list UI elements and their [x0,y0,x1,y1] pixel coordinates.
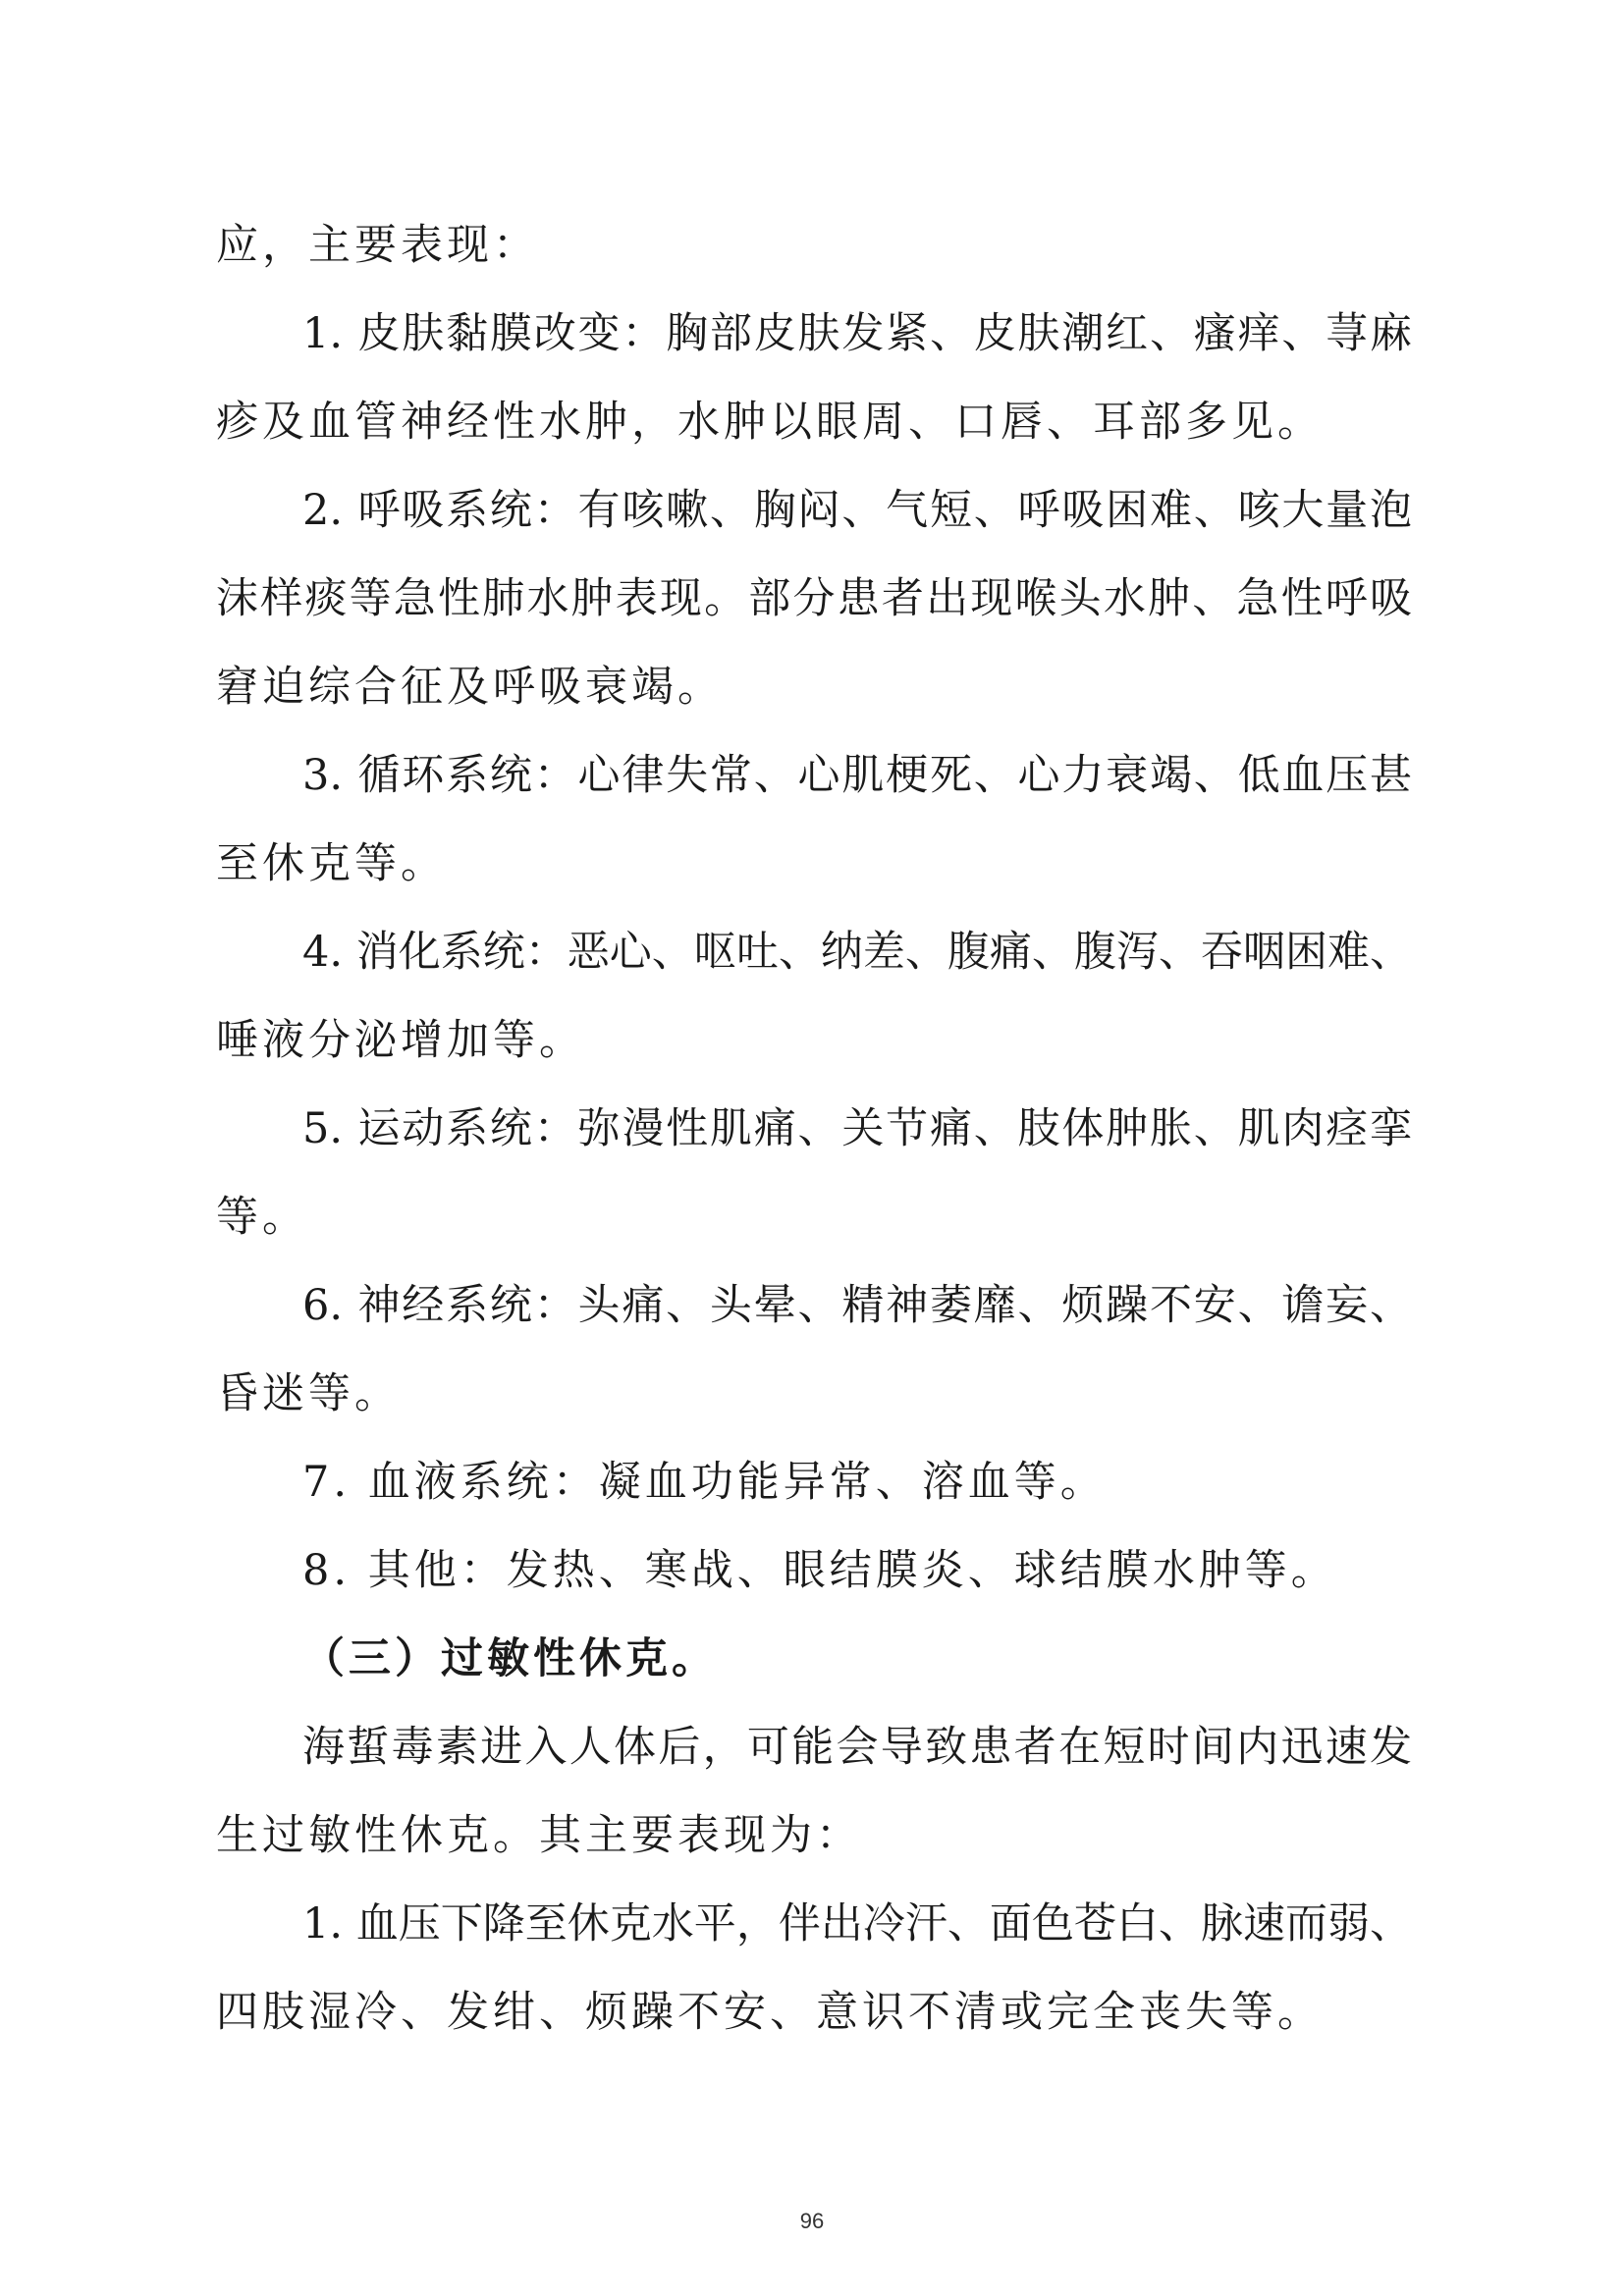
page-number: 96 [799,2209,825,2233]
text-line: 至休克等。 [216,839,447,888]
text-line: 疹及血管神经性水肿，水肿以眼周、口唇、耳部多见。 [216,398,1324,447]
text-line: 6. 神经系统：头痛、头晕、精神萎靡、烦躁不安、谵妄、 [302,1281,1412,1330]
text-line: 唾液分泌增加等。 [216,1016,585,1065]
text-line: 7. 血液系统：凝血功能异常、溶血等。 [302,1458,1107,1507]
text-line: 生过敏性休克。其主要表现为： [216,1811,862,1860]
text-line: 窘迫综合征及呼吸衰竭。 [216,663,724,712]
text-line: 海蜇毒素进入人体后，可能会导致患者在短时间内迅速发 [302,1723,1412,1772]
text-line: 3. 循环系统：心律失常、心肌梗死、心力衰竭、低血压甚 [302,751,1412,800]
text-line: 4. 消化系统：恶心、呕吐、纳差、腹痛、腹泻、吞咽困难、 [302,928,1412,977]
text-line: 8. 其他：发热、寒战、眼结膜炎、球结膜水肿等。 [302,1546,1337,1595]
text-line: 5. 运动系统：弥漫性肌痛、关节痛、肢体肿胀、肌肉痉挛 [302,1104,1412,1153]
text-line: 应，主要表现： [216,221,539,270]
text-line: 等。 [216,1193,308,1242]
text-line: 1. 皮肤黏膜改变：胸部皮肤发紧、皮肤潮红、瘙痒、荨麻 [302,309,1412,358]
text-line: 四肢湿冷、发绀、烦躁不安、意识不清或完全丧失等。 [216,1988,1324,2037]
text-line: 2. 呼吸系统：有咳嗽、胸闷、气短、呼吸困难、咳大量泡 [302,486,1412,535]
text-line: 沫样痰等急性肺水肿表现。部分患者出现喉头水肿、急性呼吸 [216,574,1412,623]
text-line: 1. 血压下降至休克水平，伴出冷汗、面色苍白、脉速而弱、 [302,1899,1412,1949]
text-line: 昏迷等。 [216,1369,401,1418]
section-heading: （三）过敏性休克。 [302,1634,718,1683]
